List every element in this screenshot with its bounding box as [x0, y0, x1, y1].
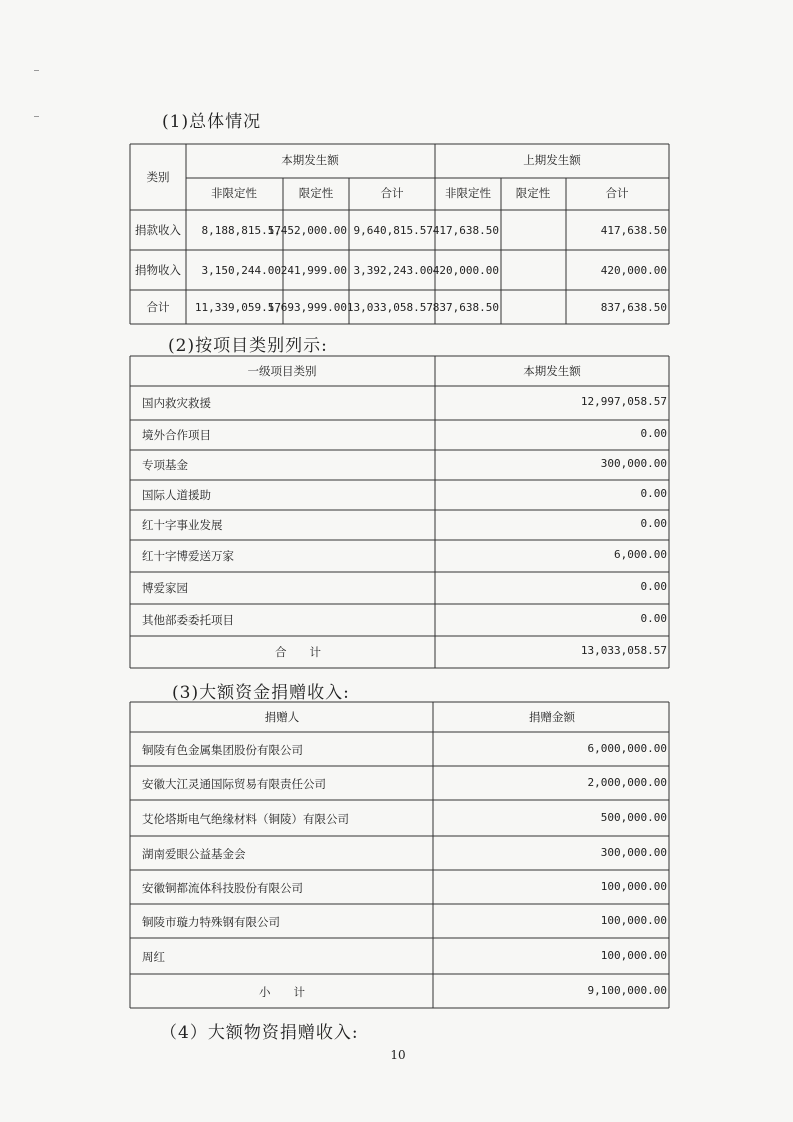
t1-header-category: 类别 [146, 170, 170, 184]
t1-cell: 417,638.50 [432, 224, 499, 237]
t1-header-cur-unrestricted: 非限定性 [211, 186, 257, 200]
t1-cell: 420,000.00 [432, 264, 499, 277]
section1-title: (1)总体情况 [162, 112, 262, 132]
t1-header-cur-restricted: 限定性 [298, 186, 334, 200]
t2-row-amount: 12,997,058.57 [580, 395, 667, 408]
t1-header-prev-restricted: 限定性 [515, 186, 551, 200]
page-number: 10 [390, 1048, 406, 1062]
t3-row-donor: 安徽铜都流体科技股份有限公司 [142, 881, 303, 895]
t2-header-category: 一级项目类别 [247, 364, 317, 378]
t3-subtotal-amount: 9,100,000.00 [587, 984, 667, 997]
t3-header-amount: 捐赠金额 [529, 710, 575, 724]
t3-row-amount: 100,000.00 [600, 949, 667, 962]
t2-row-label: 其他部委委托项目 [142, 613, 234, 627]
t3-row-donor: 周红 [142, 950, 165, 964]
margin-speck [34, 70, 39, 71]
t1-cell: 3,392,243.00 [353, 264, 433, 277]
t3-header-donor: 捐赠人 [264, 710, 300, 724]
t2-row-label: 红十字事业发展 [142, 518, 223, 532]
section4-title: （4）大额物资捐赠收入: [160, 1023, 359, 1043]
section3-title: (3)大额资金捐赠收入: [172, 683, 350, 703]
t2-row-amount: 0.00 [640, 517, 667, 530]
t1-cell: 837,638.50 [600, 301, 667, 314]
t3-row-donor: 安徽大江灵通国际贸易有限责任公司 [142, 777, 326, 791]
t1-header-prev-unrestricted: 非限定性 [445, 186, 491, 200]
t1-cell: 3,150,244.00 [201, 264, 281, 277]
t2-row-label: 国际人道援助 [142, 488, 211, 502]
t1-header-previous-period: 上期发生额 [523, 153, 581, 167]
t2-row-amount: 0.00 [640, 487, 667, 500]
t2-row-label: 博爱家园 [142, 581, 188, 595]
t2-row-label: 专项基金 [142, 458, 188, 472]
t2-row-label: 境外合作项目 [142, 428, 211, 442]
t3-row-amount: 100,000.00 [600, 880, 667, 893]
t2-header-amount: 本期发生额 [523, 364, 581, 378]
t3-row-donor: 铜陵有色金属集团股份有限公司 [142, 743, 303, 757]
t1-cell: 13,033,058.57 [346, 301, 433, 314]
t2-row-amount: 6,000.00 [614, 548, 667, 561]
t1-cell: 8,188,815.57 [201, 224, 281, 237]
t1-cell: 241,999.00 [280, 264, 347, 277]
t1-header-current-period: 本期发生额 [281, 153, 339, 167]
t1-cell: 1,693,999.00 [267, 301, 347, 314]
t3-subtotal-label: 小 计 [259, 985, 305, 999]
t2-row-amount: 300,000.00 [600, 457, 667, 470]
t1-header-cur-total: 合计 [380, 186, 404, 200]
t2-total-label: 合 计 [275, 645, 321, 659]
t2-row-label: 国内救灾救援 [142, 396, 211, 410]
t2-row-label: 红十字博爱送万家 [142, 549, 234, 563]
t1-cell: 1,452,000.00 [267, 224, 347, 237]
t3-row-amount: 6,000,000.00 [587, 742, 667, 755]
t2-row-amount: 0.00 [640, 612, 667, 625]
section2-title: (2)按项目类别列示: [168, 336, 328, 356]
t3-row-donor: 铜陵市璇力特殊钢有限公司 [142, 915, 280, 929]
t3-row-amount: 500,000.00 [600, 811, 667, 824]
t1-cell: 420,000.00 [600, 264, 667, 277]
margin-speck [34, 116, 39, 117]
t1-header-prev-total: 合计 [605, 186, 629, 200]
t1-cell: 9,640,815.57 [353, 224, 433, 237]
t1-cell: 417,638.50 [600, 224, 667, 237]
t3-row-donor: 艾伦塔斯电气绝缘材料（铜陵）有限公司 [142, 812, 349, 826]
t3-row-amount: 2,000,000.00 [587, 776, 667, 789]
t3-row-amount: 100,000.00 [600, 914, 667, 927]
t2-row-amount: 0.00 [640, 427, 667, 440]
t1-row-label: 捐款收入 [135, 223, 181, 237]
t3-row-donor: 湖南爱眼公益基金会 [142, 847, 246, 861]
t2-row-amount: 0.00 [640, 580, 667, 593]
t1-row-label: 捐物收入 [135, 263, 181, 277]
t1-cell: 11,339,059.57 [194, 301, 281, 314]
t1-row-label: 合计 [146, 300, 170, 314]
t1-cell: 837,638.50 [432, 301, 499, 314]
t2-total-amount: 13,033,058.57 [580, 644, 667, 657]
t3-row-amount: 300,000.00 [600, 846, 667, 859]
